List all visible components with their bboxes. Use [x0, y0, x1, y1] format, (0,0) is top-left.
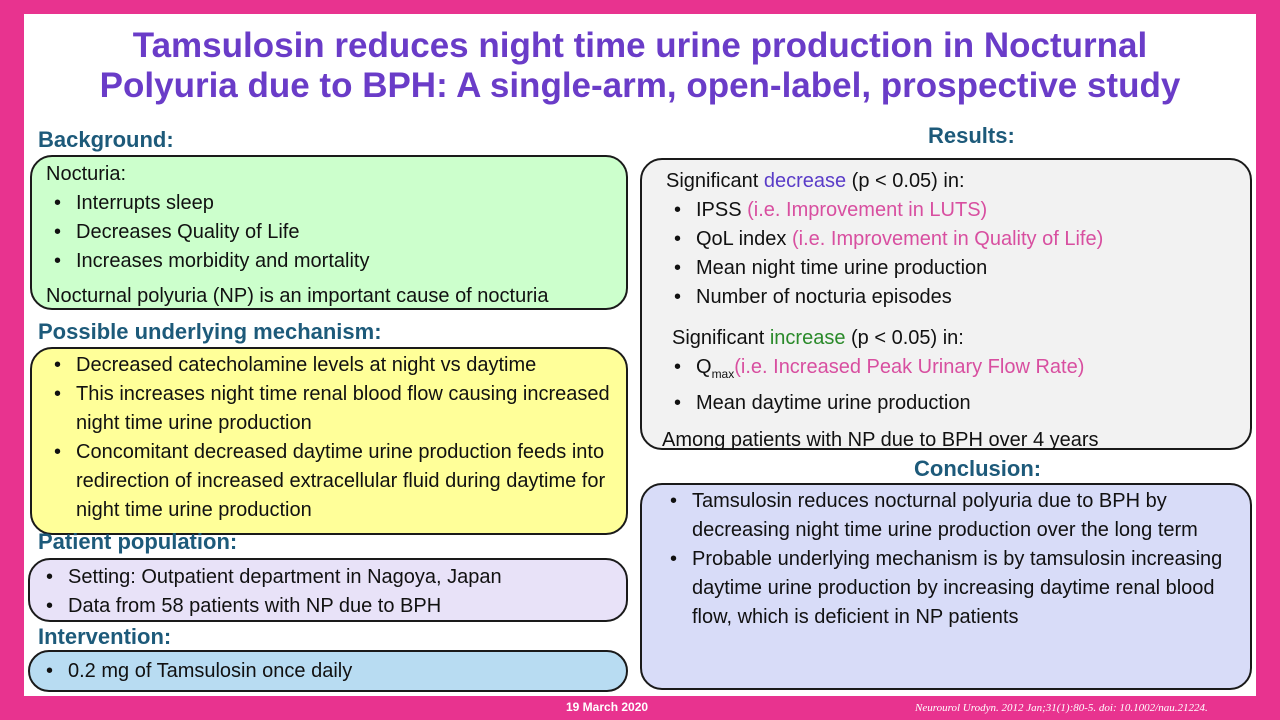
- title-line-2: Polyuria due to BPH: A single-arm, open-label, prospective study: [99, 66, 1181, 105]
- list-item: • Data from 58 patients with NP due to BPH: [38, 592, 616, 621]
- footer-date: 19 March 2020: [566, 700, 649, 714]
- item-text: IPSS: [696, 199, 748, 221]
- mechanism-heading: Possible underlying mechanism:: [38, 319, 382, 344]
- slide: [24, 14, 1256, 696]
- qmax-note: (i.e. Increased Peak Urinary Flow Rate): [734, 356, 1085, 378]
- decrease-prefix: Significant: [666, 170, 764, 192]
- increase-suffix: (p < 0.05) in:: [845, 327, 964, 349]
- list-item: [666, 225, 1240, 254]
- list-item: • Decreases Quality of Life: [46, 218, 616, 247]
- conclusion-box: [640, 483, 1252, 690]
- background-summary: Nocturnal polyuria (NP) is an important cause of nocturia: [46, 285, 549, 307]
- list-item: • Interrupts sleep: [46, 189, 616, 218]
- intervention-box: [28, 650, 628, 692]
- increase-intro: [666, 324, 1240, 353]
- slide-title: [24, 26, 1256, 106]
- footer-citation: Neurourol Urodyn. 2012 Jan;31(1):80-5. doi: 10.1002/nau.21224.: [915, 702, 1208, 714]
- list-item: • Setting: Outpatient department in Nagoya, Japan: [38, 563, 616, 592]
- decrease-word: decrease: [763, 170, 847, 192]
- qmax-label: Q: [696, 356, 712, 378]
- mechanism-list: [46, 351, 610, 525]
- conclusion-heading: Conclusion:: [914, 456, 1042, 481]
- qmax-subscript: max: [711, 367, 735, 381]
- results-footer: Among patients with NP due to BPH over 4 years: [662, 429, 1099, 451]
- item-text: Mean night time urine production: [696, 257, 988, 279]
- list-item: [666, 389, 1240, 418]
- list-item: • Tamsulosin reduces nocturnal polyuria due to BPH by decreasing night time urine production over the long term: [662, 487, 1236, 545]
- conclusion-list: [662, 487, 1236, 632]
- background-list: [46, 189, 616, 276]
- decrease-suffix: (p < 0.05) in:: [846, 170, 965, 192]
- background-box: [30, 155, 628, 310]
- item-text: Mean daytime urine production: [696, 392, 971, 414]
- population-box: [28, 558, 628, 622]
- item-text: QoL index: [696, 228, 792, 250]
- list-item: • 0.2 mg of Tamsulosin once daily: [38, 657, 616, 686]
- population-list: [38, 563, 616, 621]
- list-item: [666, 353, 1240, 389]
- decrease-intro: [666, 167, 1240, 196]
- population-heading: Patient population:: [38, 529, 238, 554]
- list-item: • Increases morbidity and mortality: [46, 247, 616, 276]
- decrease-list: [666, 196, 1240, 312]
- title-line-1: Tamsulosin reduces night time urine production in Nocturnal: [132, 26, 1148, 65]
- intervention-heading: Intervention:: [38, 624, 172, 649]
- item-text: Number of nocturia episodes: [696, 286, 952, 308]
- list-item: • Concomitant decreased daytime urine production feeds into redirection of increased extracellular fluid during daytime for night time urine production: [46, 438, 610, 525]
- results-box: [640, 158, 1252, 450]
- list-item: [666, 196, 1240, 225]
- intervention-list: [38, 657, 616, 686]
- list-item: • Probable underlying mechanism is by tamsulosin increasing daytime urine production by increasing daytime renal blood flow, which is deficient in NP patients: [662, 545, 1236, 632]
- mechanism-box: [30, 347, 628, 535]
- item-note: (i.e. Improvement in Quality of Life): [792, 228, 1104, 250]
- results-heading: Results:: [928, 123, 1015, 148]
- increase-list: [666, 353, 1240, 418]
- background-heading: Background:: [38, 127, 174, 152]
- list-item: • Decreased catecholamine levels at night vs daytime: [46, 351, 610, 380]
- background-intro: Nocturia:: [46, 163, 127, 185]
- list-item: [666, 254, 1240, 283]
- increase-prefix: Significant: [672, 327, 770, 349]
- item-note: (i.e. Improvement in LUTS): [747, 199, 988, 221]
- increase-word: increase: [769, 327, 846, 349]
- list-item: • This increases night time renal blood flow causing increased night time urine production: [46, 380, 610, 438]
- list-item: [666, 283, 1240, 312]
